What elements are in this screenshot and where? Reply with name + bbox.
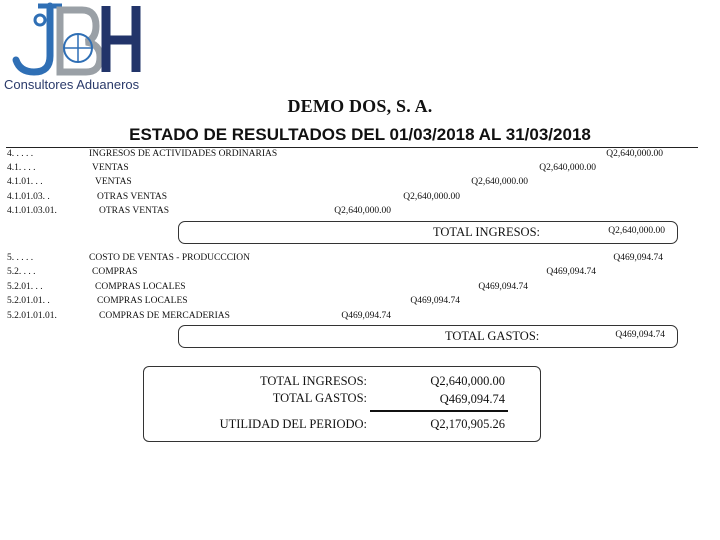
total-gastos-label: TOTAL GASTOS: bbox=[445, 329, 540, 343]
account-row bbox=[0, 163, 720, 177]
summary-utilidad-label: UTILIDAD DEL PERIODO: bbox=[219, 417, 367, 431]
account-row bbox=[0, 149, 720, 163]
account-amount: Q469,094.74 bbox=[613, 253, 663, 263]
account-row bbox=[0, 311, 720, 325]
total-gastos-box bbox=[178, 325, 678, 348]
account-amount: Q2,640,000.00 bbox=[471, 177, 528, 187]
header-divider bbox=[6, 147, 698, 148]
summary-ingresos-label: TOTAL INGRESOS: bbox=[260, 374, 367, 388]
account-code: 4.1.01. . . bbox=[7, 177, 43, 187]
account-amount: Q2,640,000.00 bbox=[403, 192, 460, 202]
account-name: INGRESOS DE ACTIVIDADES ORDINARIAS bbox=[89, 149, 278, 159]
account-name: OTRAS VENTAS bbox=[97, 192, 168, 202]
account-code: 5. . . . . bbox=[7, 253, 34, 263]
account-code: 5.2. . . . bbox=[7, 267, 36, 277]
account-code: 4. . . . . bbox=[7, 149, 34, 159]
total-ingresos-amount: Q2,640,000.00 bbox=[608, 226, 665, 236]
account-code: 5.2.01.01.01. bbox=[7, 311, 57, 321]
account-amount: Q469,094.74 bbox=[478, 282, 528, 292]
account-amount: Q2,640,000.00 bbox=[539, 163, 596, 173]
account-amount: Q469,094.74 bbox=[546, 267, 596, 277]
account-row bbox=[0, 296, 720, 310]
account-name: COMPRAS LOCALES bbox=[97, 296, 188, 306]
account-name: VENTAS bbox=[95, 177, 132, 187]
account-amount: Q2,640,000.00 bbox=[334, 206, 391, 216]
summary-gastos-label: TOTAL GASTOS: bbox=[272, 391, 367, 405]
account-amount: Q2,640,000.00 bbox=[606, 149, 663, 159]
account-name: COMPRAS DE MERCADERIAS bbox=[99, 311, 230, 321]
account-row bbox=[0, 192, 720, 206]
account-name: OTRAS VENTAS bbox=[99, 206, 170, 216]
company-name: DEMO DOS, S. A. bbox=[287, 96, 433, 116]
summary-ingresos-amount: Q2,640,000.00 bbox=[430, 374, 505, 388]
account-name: COMPRAS LOCALES bbox=[95, 282, 186, 292]
account-name: VENTAS bbox=[92, 163, 129, 173]
account-amount: Q469,094.74 bbox=[410, 296, 460, 306]
account-name: COMPRAS bbox=[92, 267, 138, 277]
account-code: 4.1.01.03. . bbox=[7, 192, 50, 202]
account-name: COSTO DE VENTAS - PRODUCCCION bbox=[89, 253, 250, 263]
sum-underline bbox=[370, 410, 508, 412]
account-row bbox=[0, 267, 720, 281]
account-row bbox=[0, 253, 720, 267]
account-code: 5.2.01. . . bbox=[7, 282, 43, 292]
total-gastos-amount: Q469,094.74 bbox=[615, 330, 665, 340]
account-code: 4.1.01.03.01. bbox=[7, 206, 57, 216]
account-row bbox=[0, 282, 720, 296]
total-ingresos-label: TOTAL INGRESOS: bbox=[433, 225, 540, 239]
summary-utilidad-amount: Q2,170,905.26 bbox=[430, 417, 505, 431]
total-ingresos-box bbox=[178, 221, 678, 244]
logo-caption: Consultores Aduaneros bbox=[4, 77, 140, 92]
account-row bbox=[0, 177, 720, 191]
account-code: 4.1. . . . bbox=[7, 163, 36, 173]
account-code: 5.2.01.01. . bbox=[7, 296, 50, 306]
report-title: ESTADO DE RESULTADOS DEL 01/03/2018 AL 31/03/2018 bbox=[129, 125, 591, 144]
anchor-logo-icon bbox=[8, 2, 168, 82]
account-amount: Q469,094.74 bbox=[341, 311, 391, 321]
account-row bbox=[0, 206, 720, 220]
summary-gastos-amount: Q469,094.74 bbox=[439, 392, 505, 406]
